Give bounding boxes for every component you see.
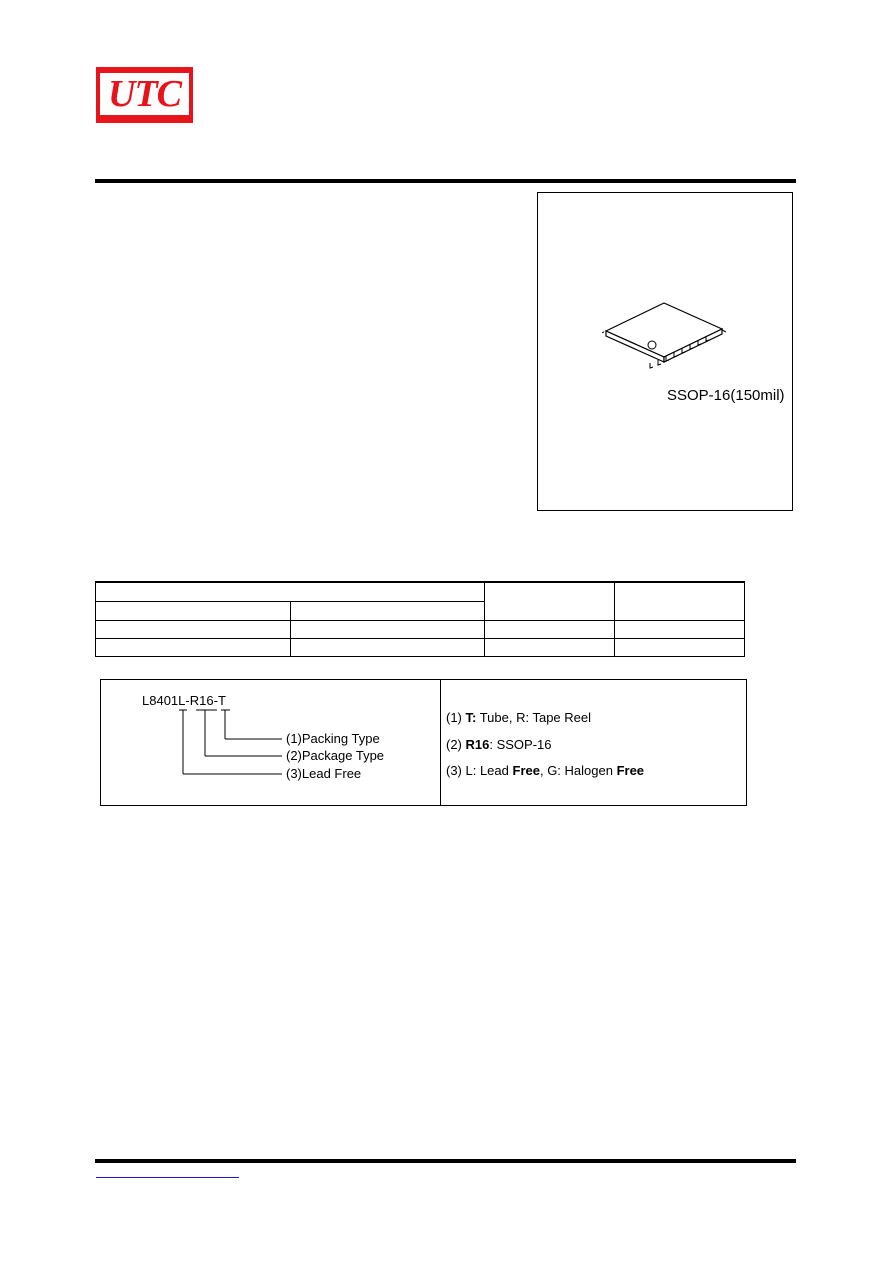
table-cell (96, 601, 291, 620)
desc-bold: Free (616, 763, 645, 778)
table-cell (615, 582, 745, 620)
header-rule (95, 179, 796, 183)
logo-text: UTC (108, 73, 181, 115)
desc-text: : SSOP-16 (489, 737, 552, 752)
ssop-chip-icon (602, 301, 742, 371)
package-label: SSOP-16(150mil) (667, 387, 785, 404)
table-cell (485, 638, 615, 656)
desc-code: R16 (465, 737, 490, 752)
table-cell (96, 620, 291, 638)
footer-rule (95, 1159, 796, 1163)
desc-text: , G: Halogen (539, 763, 617, 778)
legend-num: (1) (286, 731, 302, 746)
table-cell (290, 620, 485, 638)
legend-text: Lead Free (301, 766, 362, 781)
part-lead: L (178, 693, 186, 708)
legend-lead-free (286, 766, 361, 781)
legend-packing-type (286, 731, 380, 746)
legend-num: (2) (286, 748, 302, 763)
desc-lead-free (446, 763, 644, 778)
table-cell (615, 620, 745, 638)
table-cell (485, 620, 615, 638)
utc-logo (96, 67, 193, 123)
legend-text: Package Type (301, 748, 385, 763)
package-box (537, 192, 793, 511)
legend-text: Packing Type (301, 731, 380, 746)
part-number-code (142, 693, 226, 708)
marking-box (100, 679, 747, 806)
desc-text: (3) L: Lead (446, 763, 513, 778)
ordering-table (95, 581, 745, 657)
desc-code: T: (465, 710, 477, 725)
desc-package (446, 737, 552, 752)
part-packing: T (217, 693, 226, 708)
logo-frame (100, 73, 189, 115)
desc-num: (2) (446, 737, 466, 752)
desc-text: Tube, R: Tape Reel (476, 710, 592, 725)
legend-num: (3) (286, 766, 302, 781)
table-row (96, 620, 745, 638)
footer-website-link[interactable] (96, 1177, 239, 1178)
table-cell (290, 601, 485, 620)
legend-package-type (286, 748, 384, 763)
table-cell (96, 582, 485, 601)
part-prefix: L8401 (142, 693, 179, 708)
desc-num: (1) (446, 710, 466, 725)
part-sep: - (213, 693, 218, 708)
table-row (96, 638, 745, 656)
table-cell (615, 638, 745, 656)
part-sep: - (185, 693, 190, 708)
table-row (96, 582, 745, 601)
table-cell (290, 638, 485, 656)
part-package: R16 (189, 693, 214, 708)
table-cell (96, 638, 291, 656)
desc-bold: Free (512, 763, 540, 778)
table-cell (485, 582, 615, 620)
desc-packing (446, 710, 591, 725)
marking-divider (440, 680, 441, 805)
